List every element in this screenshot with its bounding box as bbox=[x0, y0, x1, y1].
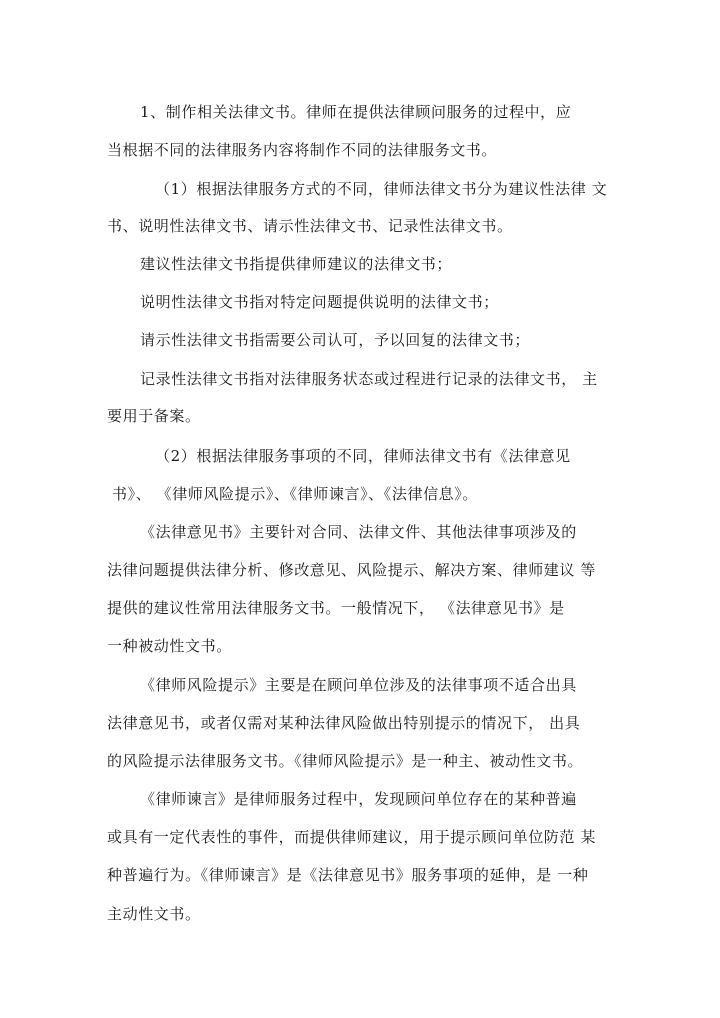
text-line: 种普遍行为。《律师谏言》是《法律意见书》服务事项的延伸，是 一种 bbox=[107, 866, 589, 884]
text-line: 的风险提示法律服务文书。《律师风险提示》是一种主、被动性文书。 bbox=[107, 752, 584, 770]
text-line: 书、说明性法律文书、请示性法律文书、记录性法律文书。 bbox=[107, 217, 513, 235]
text-line: 《律师谏言》是律师服务过程中，发现顾问单位存在的某种普遍 bbox=[140, 790, 577, 808]
text-line: 记录性法律文书指对法律服务状态或过程进行记录的法律文书， 主 bbox=[140, 370, 598, 388]
text-line: 书》、 《律师风险提示》、《律师谏言》、《法律信息》。 bbox=[112, 485, 478, 503]
text-line: 法律问题提供法律分析、修改意见、风险提示、解决方案、律师建议 等 bbox=[107, 561, 596, 579]
text-line: 提供的建议性常用法律服务文书。一般情况下， 《法律意见书》是 bbox=[107, 599, 565, 617]
text-line: 主动性文书。 bbox=[107, 905, 201, 923]
text-line: 建议性法律文书指提供律师建议的法律文书； bbox=[140, 255, 453, 273]
text-line: 或具有一定代表性的事件，而提供律师建议，用于提示顾问单位防范 某 bbox=[107, 828, 596, 846]
text-line: 一种被动性文书。 bbox=[107, 637, 232, 655]
text-line: 当根据不同的法律服务内容将制作不同的法律服务文书。 bbox=[107, 141, 498, 159]
text-line: 法律意见书，或者仅需对某种法律风险做出特别提示的情况下， 出具 bbox=[107, 714, 581, 732]
text-line: 要用于备案。 bbox=[107, 407, 201, 425]
text-line: 请示性法律文书指需要公司认可，予以回复的法律文书； bbox=[140, 331, 531, 349]
text-line: 1、制作相关法律文书。律师在提供法律顾问服务的过程中，应 bbox=[140, 103, 572, 121]
text-line: 说明性法律文书指对特定问题提供说明的法律文书； bbox=[140, 293, 499, 311]
text-line: 《法律意见书》主要针对合同、法律文件、其他法律事项涉及的 bbox=[140, 523, 577, 541]
text-line: （1）根据法律服务方式的不同，律师法律文书分为建议性法律 文 bbox=[155, 180, 608, 198]
text-line: 《律师风险提示》主要是在顾问单位涉及的法律事项不适合出具 bbox=[140, 676, 577, 694]
text-line: （2）根据法律服务事项的不同，律师法律文书有《法律意见 bbox=[155, 447, 571, 465]
